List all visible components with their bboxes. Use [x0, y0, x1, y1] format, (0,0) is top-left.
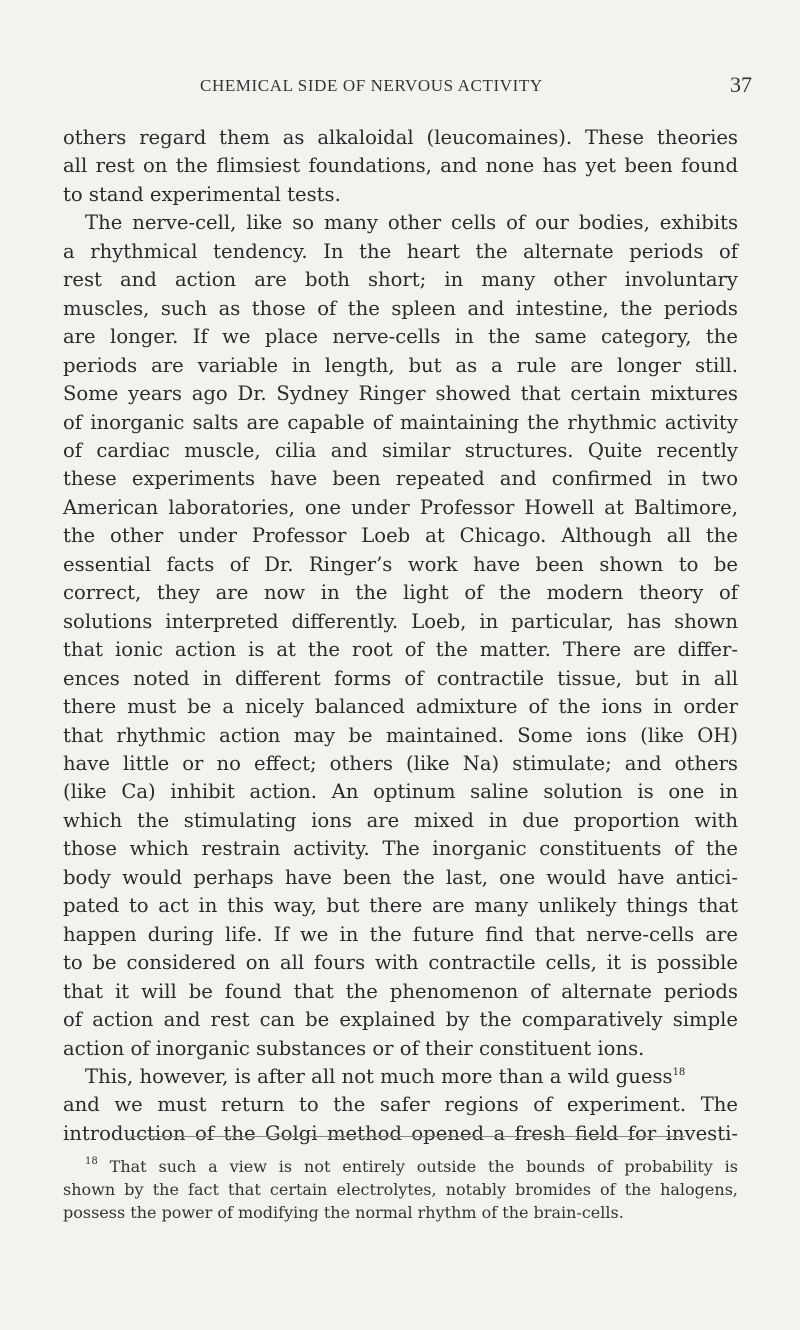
text-line: rest and action are both short; in many other involuntary [63, 268, 738, 292]
text-line: solutions interpreted differently. Loeb, in particular, has shown [63, 609, 738, 633]
text-line: introduction of the Golgi method opened a fresh field for investi- [63, 1121, 738, 1145]
body-text [63, 124, 738, 1148]
footnote-reference[interactable]: 18 [672, 1066, 686, 1078]
footnote-text: That such a view is not entirely outside the bounds of probability is [109, 1157, 739, 1176]
text-line: that rhythmic action may be maintained. Some ions (like OH) [63, 723, 738, 747]
text-line: body would perhaps have been the last, one would have antici- [63, 865, 738, 889]
footnote-divider [130, 1136, 685, 1137]
text-line: a rhythmical tendency. In the heart the alternate periods of [63, 239, 738, 263]
text-line: Some years ago Dr. Sydney Ringer showed that certain mixtures [63, 382, 738, 406]
running-head: CHEMICAL SIDE OF NERVOUS ACTIVITY [200, 76, 543, 95]
text-line-with-ref [63, 1063, 738, 1091]
text-line: to stand experimental tests. [63, 182, 341, 206]
text-line: to be considered on all fours with contractile cells, it is possible [63, 951, 738, 975]
text-line: of inorganic salts are capable of maintaining the rhythmic activity [63, 410, 738, 434]
text-line: there must be a nicely balanced admixture of the ions in order [63, 695, 738, 719]
text-line: others regard them as alkaloidal (leucomaines). These theories [63, 126, 738, 149]
footnote-line: shown by the fact that certain electrolytes, notably bromides of the halogens, [63, 1180, 738, 1199]
footnote-marker: 18 [85, 1156, 98, 1167]
text-line: which the stimulating ions are mixed in due proportion with [63, 808, 738, 832]
text-line: that it will be found that the phenomenon of alternate periods [63, 979, 738, 1003]
text-line: happen during life. If we in the future find that nerve-cells are [63, 922, 738, 946]
text-line: action of inorganic substances or of their constituent ions. [63, 1036, 645, 1060]
text-line: The nerve-cell, like so many other cells of our bodies, exhibits [85, 211, 738, 235]
text-line: of action and rest can be explained by the comparatively simple [63, 1008, 738, 1032]
text-line: American laboratories, one under Professor Howell at Baltimore, [63, 495, 738, 519]
text-line: all rest on the flimsiest foundations, and none has yet been found [63, 154, 738, 178]
page-header [0, 72, 800, 106]
text-line: periods are variable in length, but as a rule are longer still. [63, 353, 738, 377]
text-line: This, however, is after all not much more than a wild guess [85, 1064, 673, 1088]
footnote-line [63, 1155, 738, 1178]
text-line: (like Ca) inhibit action. An optinum saline solution is one in [63, 780, 738, 804]
page-number: 37 [730, 72, 752, 97]
text-line: those which restrain activity. The inorganic constituents of the [63, 837, 738, 861]
footnote-line: possess the power of modifying the normal rhythm of the brain-cells. [63, 1203, 624, 1222]
text-line: of cardiac muscle, cilia and similar structures. Quite recently [63, 438, 738, 462]
text-line: are longer. If we place nerve-cells in the same category, the [63, 325, 738, 349]
text-line: the other under Professor Loeb at Chicago. Although all the [63, 524, 738, 548]
text-line: muscles, such as those of the spleen and intestine, the periods [63, 296, 738, 320]
text-line: ences noted in different forms of contractile tissue, but in all [63, 666, 738, 690]
text-line: essential facts of Dr. Ringer’s work have been shown to be [63, 552, 738, 576]
text-line: these experiments have been repeated and confirmed in two [63, 467, 738, 491]
text-line: that ionic action is at the root of the matter. There are differ- [63, 638, 738, 662]
text-line: have little or no effect; others (like Na) stimulate; and others [63, 751, 738, 775]
footnote [63, 1155, 738, 1224]
text-line: and we must return to the safer regions of experiment. The [63, 1093, 738, 1117]
text-line: pated to act in this way, but there are many unlikely things that [63, 894, 738, 918]
text-line: correct, they are now in the light of the modern theory of [63, 581, 738, 605]
